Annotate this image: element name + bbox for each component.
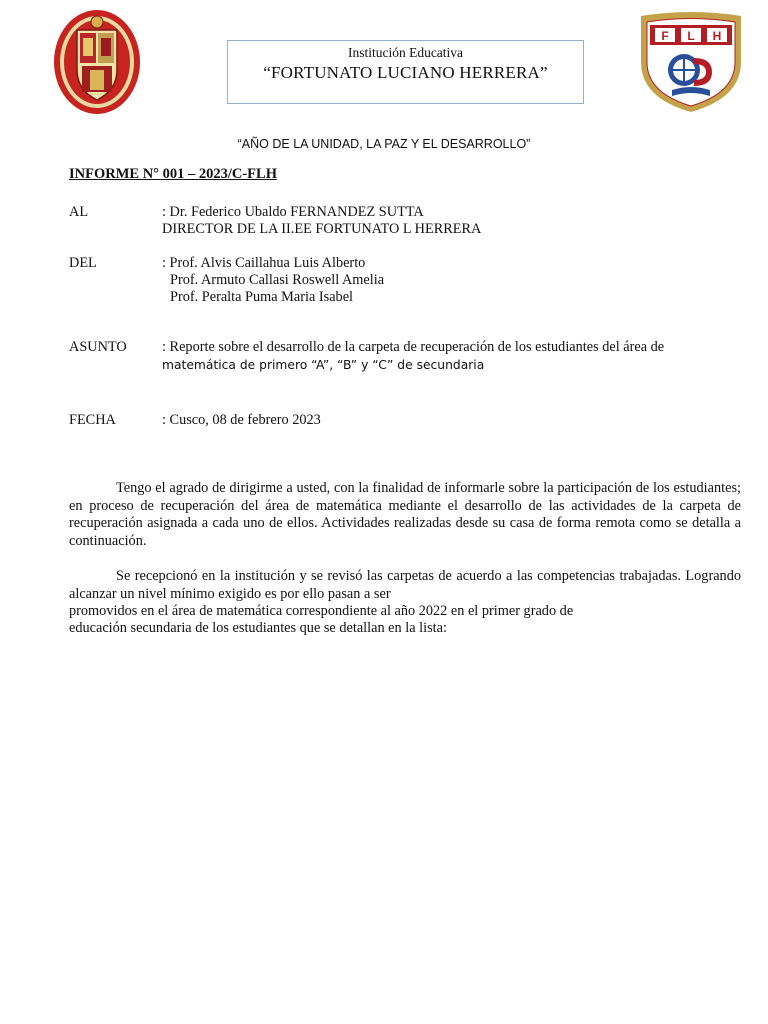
subject-line-1: : Reporte sobre el desarrollo de la carpeta de recuperación de los estudiantes del área de	[162, 339, 665, 355]
university-seal-logo	[52, 8, 142, 116]
body-paragraph-2-line-4: educación secundaria de los estudiantes que se detallan en la lista:	[69, 620, 447, 636]
crest-letter-f: F	[661, 29, 669, 43]
subject-label: ASUNTO	[69, 339, 127, 355]
to-label: AL	[69, 204, 89, 220]
date-label: FECHA	[69, 412, 116, 428]
date-value: : Cusco, 08 de febrero 2023	[162, 412, 321, 428]
body-paragraph-1	[69, 480, 741, 550]
from-line-2: Prof. Armuto Callasi Roswell Amelia	[170, 272, 385, 288]
subject-line-2: matemática de primero “A”, “B” y “C” de secundaria	[162, 358, 485, 372]
crest-letter-l: L	[687, 29, 695, 43]
body-paragraph-2-line-3: promovidos en el área de matemática correspondiente al año 2022 en el primer grado de	[69, 603, 574, 619]
body-paragraph-2-text: Se recepcionó en la institución y se revisó las carpetas de acuerdo a las competencias trabajadas. Logrando alcanzar un nivel mínimo exigido es por ello pasan a ser	[69, 568, 741, 602]
institution-header-box	[227, 40, 584, 104]
institution-label: Institución Educativa	[347, 45, 464, 60]
body-paragraph-1-text: Tengo el agrado de dirigirme a usted, con la finalidad de informarle sobre la participación de los estudiantes; en proceso de recuperación del área de matemática mediante el desarrollo de las actividades de la carpeta de recuperación asignada a cada uno de ellos. Actividades realizadas desde su casa de forma remota como se detalla a continuación.	[69, 480, 741, 549]
school-crest-logo	[636, 10, 746, 114]
from-line-1: : Prof. Alvis Caillahua Luis Alberto	[162, 255, 366, 271]
to-line-2: DIRECTOR DE LA II.EE FORTUNATO L HERRERA	[162, 221, 482, 237]
institution-name: “FORTUNATO LUCIANO HERRERA”	[263, 63, 548, 82]
report-title: INFORME N° 001 – 2023/C-FLH	[69, 166, 277, 182]
body-paragraph-2	[69, 568, 741, 603]
crest-letter-h: H	[712, 29, 722, 43]
year-motto: “AÑO DE LA UNIDAD, LA PAZ Y EL DESARROLLO”	[237, 137, 531, 151]
from-label: DEL	[69, 255, 97, 271]
from-line-3: Prof. Peralta Puma Maria Isabel	[170, 289, 354, 305]
to-line-1: : Dr. Federico Ubaldo FERNANDEZ SUTTA	[162, 204, 424, 220]
